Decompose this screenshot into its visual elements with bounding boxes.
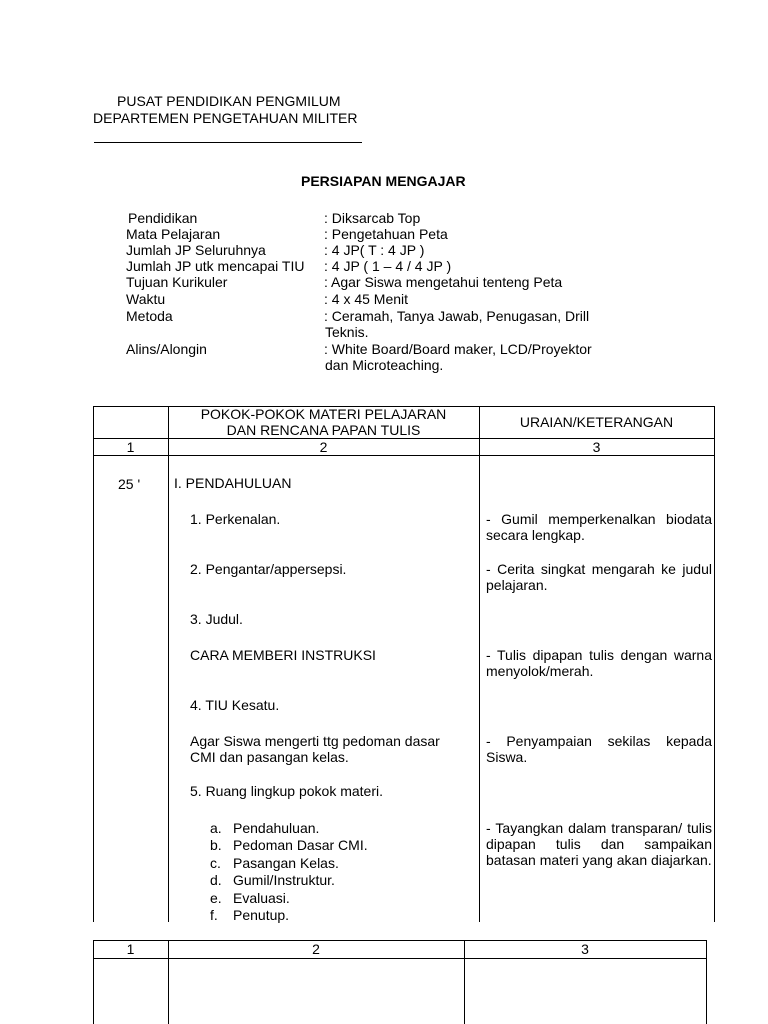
meta-label: Jumlah JP utk mencapai TIU bbox=[126, 258, 305, 274]
table-border-left bbox=[93, 406, 94, 922]
subitem-letter: e. bbox=[210, 890, 222, 906]
subitem-letter: b. bbox=[210, 837, 222, 853]
note-text: - Cerita singkat mengarah ke judul pelajaran. bbox=[486, 561, 712, 593]
meta-value: : 4 JP ( 1 – 4 / 4 JP ) bbox=[324, 258, 452, 274]
table-row-divider bbox=[93, 958, 707, 959]
meta-value: : Agar Siswa mengetahui tenteng Peta bbox=[324, 274, 563, 290]
meta-value: : 4 x 45 Menit bbox=[324, 291, 409, 307]
meta-value: : Pengetahuan Peta bbox=[324, 226, 448, 242]
section-heading: I. PENDAHULUAN bbox=[174, 475, 292, 491]
meta-value-continued: Teknis. bbox=[325, 324, 369, 340]
subitem-text: Pendahuluan. bbox=[233, 820, 320, 836]
meta-label: Tujuan Kurikuler bbox=[126, 274, 228, 290]
subitem-text: Pedoman Dasar CMI. bbox=[233, 837, 368, 853]
note-text: - Tulis dipapan tulis dengan warna menyolok/merah. bbox=[486, 647, 712, 679]
column-number: 1 bbox=[126, 941, 135, 957]
note-text: - Penyampaian sekilas kepada Siswa. bbox=[486, 733, 712, 765]
header-underline bbox=[94, 142, 362, 143]
meta-label: Metoda bbox=[126, 308, 173, 324]
meta-value: : Ceramah, Tanya Jawab, Penugasan, Drill bbox=[324, 308, 590, 324]
column-number: 2 bbox=[319, 439, 328, 455]
table-row-divider bbox=[93, 455, 715, 456]
header-line-1: PUSAT PENDIDIKAN PENGMILUM bbox=[117, 93, 341, 109]
meta-value-continued: dan Microteaching. bbox=[325, 357, 444, 373]
page-title: PERSIAPAN MENGAJAR bbox=[301, 173, 466, 189]
table-col-divider bbox=[479, 406, 480, 922]
subitem-letter: f. bbox=[210, 907, 218, 923]
subitem-letter: a. bbox=[210, 820, 222, 836]
list-item: 4. TIU Kesatu. bbox=[190, 697, 280, 713]
list-item: 3. Judul. bbox=[190, 611, 243, 627]
note-text: - Gumil memperkenalkan biodata secara lengkap. bbox=[486, 511, 712, 543]
meta-label: Alins/Alongin bbox=[126, 341, 207, 357]
list-item: CARA MEMBERI INSTRUKSI bbox=[190, 647, 376, 663]
meta-label: Mata Pelajaran bbox=[126, 226, 221, 242]
subitem-text: Penutup. bbox=[233, 907, 290, 923]
meta-label: Waktu bbox=[126, 291, 166, 307]
table-border-right bbox=[706, 940, 707, 1024]
subitem-text: Evaluasi. bbox=[233, 890, 290, 906]
list-item-text: CMI dan pasangan kelas. bbox=[190, 749, 349, 765]
header-line-2: DEPARTEMEN PENGETAHUAN MILITER bbox=[93, 110, 358, 126]
list-item: 5. Ruang lingkup pokok materi. bbox=[190, 783, 383, 799]
meta-value: : White Board/Board maker, LCD/Proyektor bbox=[324, 341, 592, 357]
subitem-letter: d. bbox=[210, 872, 222, 888]
column-number: 3 bbox=[581, 941, 589, 957]
meta-label: Jumlah JP Seluruhnya bbox=[126, 242, 266, 258]
col2-header-line1: POKOK-POKOK MATERI PELAJARAN bbox=[200, 406, 447, 422]
subitem-text: Pasangan Kelas. bbox=[233, 855, 339, 871]
meta-value: : 4 JP( T : 4 JP ) bbox=[324, 242, 425, 258]
list-item-text: Agar Siswa mengerti ttg pedoman dasar bbox=[190, 733, 440, 749]
column-number: 3 bbox=[592, 439, 601, 455]
col2-header-line2: DAN RENCANA PAPAN TULIS bbox=[226, 422, 421, 438]
column-number: 1 bbox=[126, 439, 135, 455]
time-allocation: 25 ' bbox=[118, 476, 141, 492]
table-col-divider bbox=[168, 406, 169, 922]
table-border-right bbox=[714, 406, 715, 922]
subitem-text: Gumil/Instruktur. bbox=[233, 872, 335, 888]
meta-label: Pendidikan bbox=[128, 210, 198, 226]
subitem-letter: c. bbox=[210, 855, 221, 871]
column-number: 2 bbox=[312, 941, 320, 957]
note-text: - Tayangkan dalam transparan/ tulis dipapan tulis dan sampaikan batasan materi yang akan diajarkan. bbox=[486, 820, 712, 868]
meta-value: : Diksarcab Top bbox=[324, 210, 421, 226]
col3-header: URAIAN/KETERANGAN bbox=[519, 414, 674, 430]
list-item: 2. Pengantar/appersepsi. bbox=[190, 561, 347, 577]
list-item: 1. Perkenalan. bbox=[190, 511, 281, 527]
